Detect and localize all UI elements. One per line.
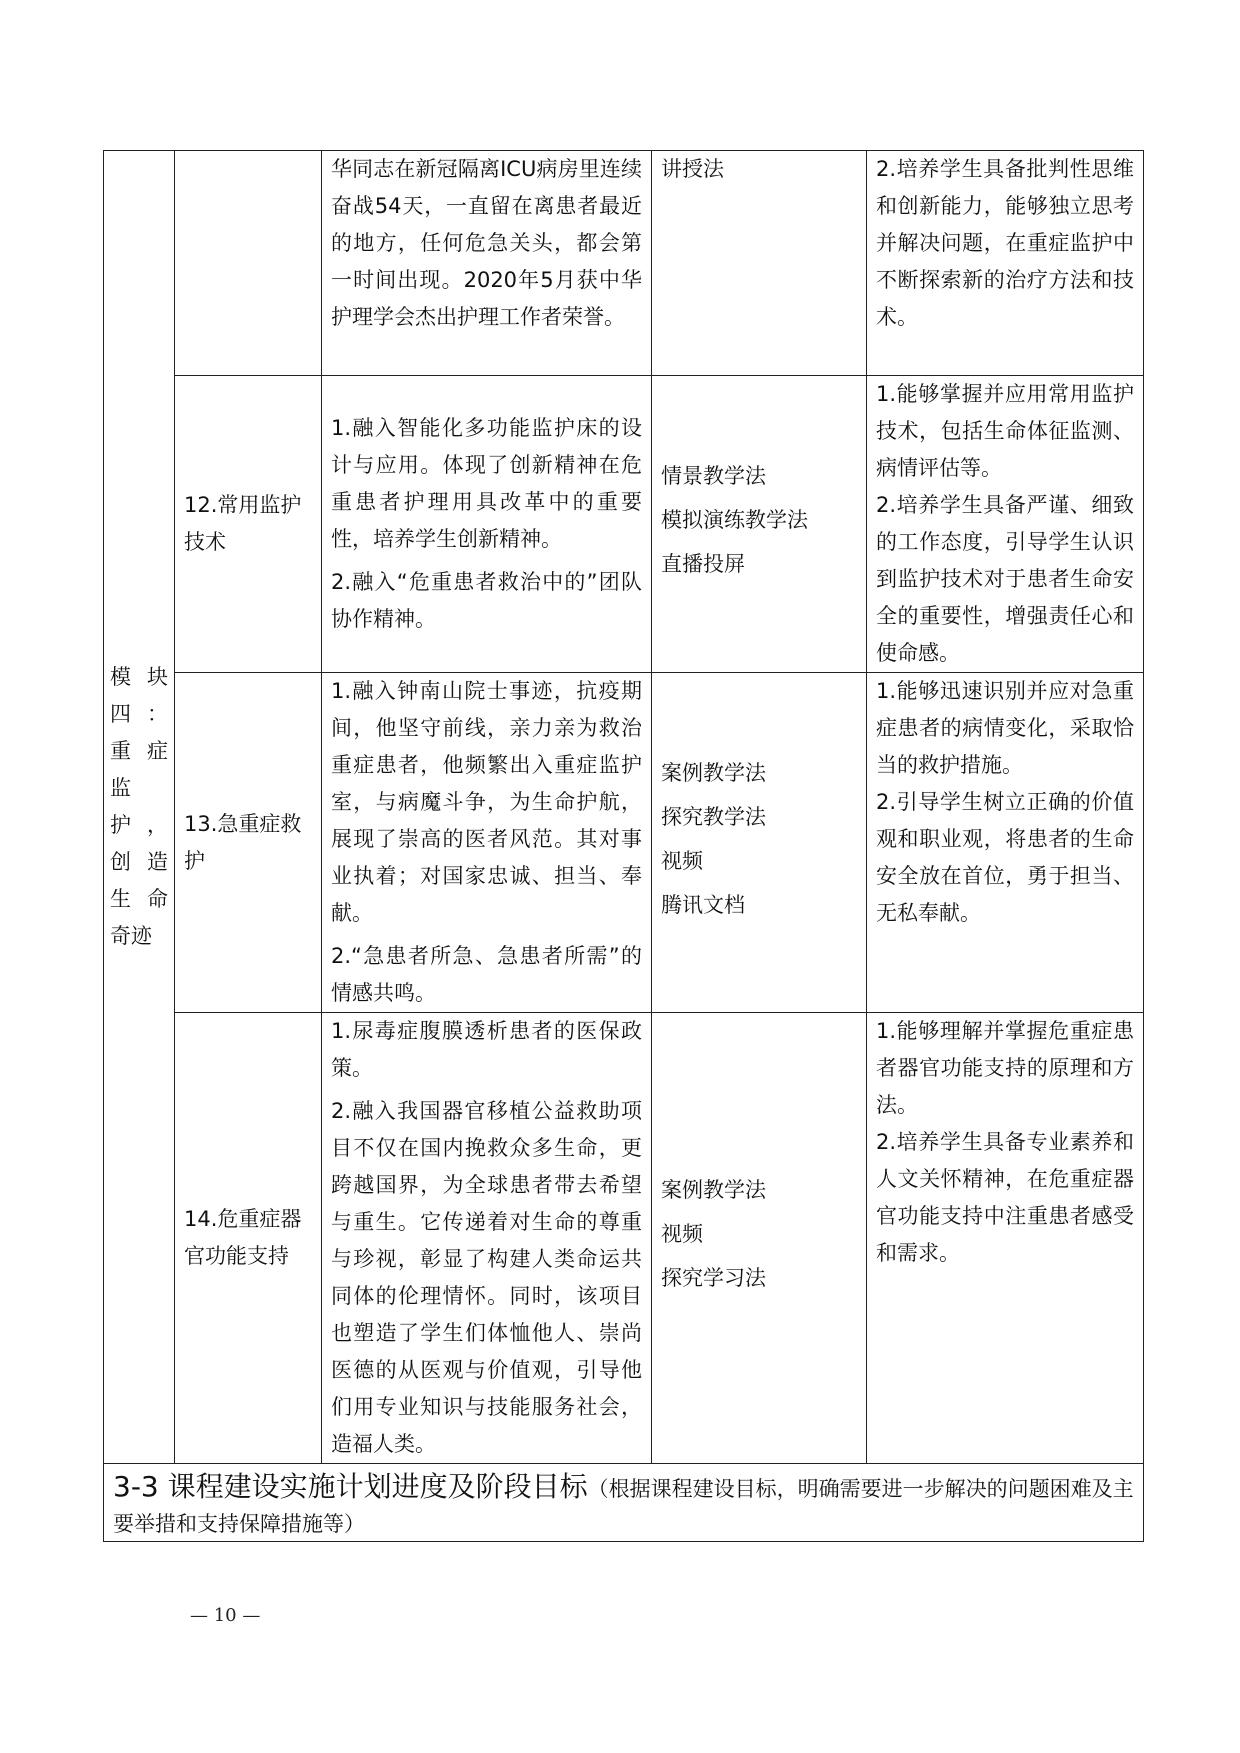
method-item: 探究学习法 <box>661 1266 766 1290</box>
method-item: 视频 <box>661 848 703 873</box>
course-table <box>103 150 1144 1542</box>
topic-cell <box>175 1013 322 1464</box>
method-cell <box>652 376 867 673</box>
content-cell <box>322 673 652 1013</box>
method-item: 情景教学法 <box>661 464 766 488</box>
table-row <box>104 673 1144 1013</box>
topic-cell <box>175 151 322 376</box>
content-cell <box>322 376 652 673</box>
content-paragraph: 1.尿毒症腹膜透析患者的医保政策。 <box>331 1019 642 1080</box>
method-item: 直播投屏 <box>661 552 745 576</box>
content-paragraph: 华同志在新冠隔离ICU病房里连续奋战54天，一直留在离患者最近的地方，任何危急关头，都会第一时间出现。2020年5月获中华护理学会杰出护理工作者荣誉。 <box>331 157 642 329</box>
topic-cell <box>175 673 322 1013</box>
content-paragraph: 2.融入我国器官移植公益救助项目不仅在国内挽救众多生命，更跨越国界，为全球患者带去希望与重生。它传递着对生命的尊重与珍视，彰显了构建人类命运共同体的伦理情怀。同时，该项目也塑造了学生们体恤他人、崇尚医德的从医观与价值观，引导他们用专业知识与技能服务社会，造福人类。 <box>331 1099 642 1456</box>
method-item: 探究教学法 <box>661 804 766 829</box>
section-title: 3-3 课程建设实施计划进度及阶段目标 <box>113 1470 588 1503</box>
goal-text: 1.能够迅速识别并应对急重症患者的病情变化，采取恰当的救护措施。 2.引导学生树立正确的价值观和职业观，将患者的生命安全放在首位，勇于担当、无私奉献。 <box>876 679 1134 925</box>
content-cell <box>322 1013 652 1464</box>
table-row <box>104 376 1144 673</box>
goal-cell <box>867 376 1144 673</box>
method-item: 模拟演练教学法 <box>661 508 808 532</box>
topic-text: 12.常用监护技术 <box>184 493 302 554</box>
content-paragraph: 1.融入钟南山院士事迹，抗疫期间，他坚守前线，亲力亲为救治重症患者，他频繁出入重症监护室，与病魔斗争，为生命护航，展现了崇高的医者风范。其对事业执着；对国家忠诚、担当、奉献。 <box>331 679 642 925</box>
method-item: 案例教学法 <box>661 1178 766 1202</box>
table-row <box>104 151 1144 376</box>
method-cell <box>652 673 867 1013</box>
content-paragraph: 1.融入智能化多功能监护床的设计与应用。体现了创新精神在危重患者护理用具改革中的重要性，培养学生创新精神。 <box>331 416 642 551</box>
goal-cell <box>867 151 1144 376</box>
goal-cell <box>867 1013 1144 1464</box>
module-label: 模块四：重症监护，创造生命奇迹 <box>110 665 168 948</box>
goal-text: 1.能够掌握并应用常用监护技术，包括生命体征监测、病情评估等。 2.培养学生具备严谨、细致的工作态度，引导学生认识到监护技术对于患者生命安全的重要性，增强责任心和使命感。 <box>876 382 1134 665</box>
method-cell <box>652 1013 867 1464</box>
topic-text: 13.急重症救护 <box>184 811 302 873</box>
method-item: 视频 <box>661 1222 703 1246</box>
section-note: （根据课程建设目标，明确需要进一步解决的问题困难及主要举措和支持保障措施等） <box>113 1477 1134 1536</box>
module-cell <box>104 151 175 1464</box>
goal-cell <box>867 673 1144 1013</box>
goal-text: 2.培养学生具备批判性思维和创新能力，能够独立思考并解决问题，在重症监护中不断探索新的治疗方法和技术。 <box>876 157 1134 329</box>
method-item: 案例教学法 <box>661 760 766 785</box>
method-item: 讲授法 <box>661 157 724 181</box>
page-number: — 10 — <box>190 1605 261 1626</box>
content-paragraph: 2.“急患者所急、急患者所需”的情感共鸣。 <box>331 944 642 1005</box>
topic-cell <box>175 376 322 673</box>
table-row <box>104 1013 1144 1464</box>
method-item: 腾讯文档 <box>661 892 745 917</box>
topic-text: 14.危重症器官功能支持 <box>184 1207 302 1268</box>
content-cell <box>322 151 652 376</box>
method-cell <box>652 151 867 376</box>
goal-text: 1.能够理解并掌握危重症患者器官功能支持的原理和方法。 2.培养学生具备专业素养和人文关怀精神，在危重症器官功能支持中注重患者感受和需求。 <box>876 1019 1134 1265</box>
content-paragraph: 2.融入“危重患者救治中的”团队协作精神。 <box>331 570 642 631</box>
section-cell <box>104 1464 1144 1542</box>
section-row <box>104 1464 1144 1542</box>
